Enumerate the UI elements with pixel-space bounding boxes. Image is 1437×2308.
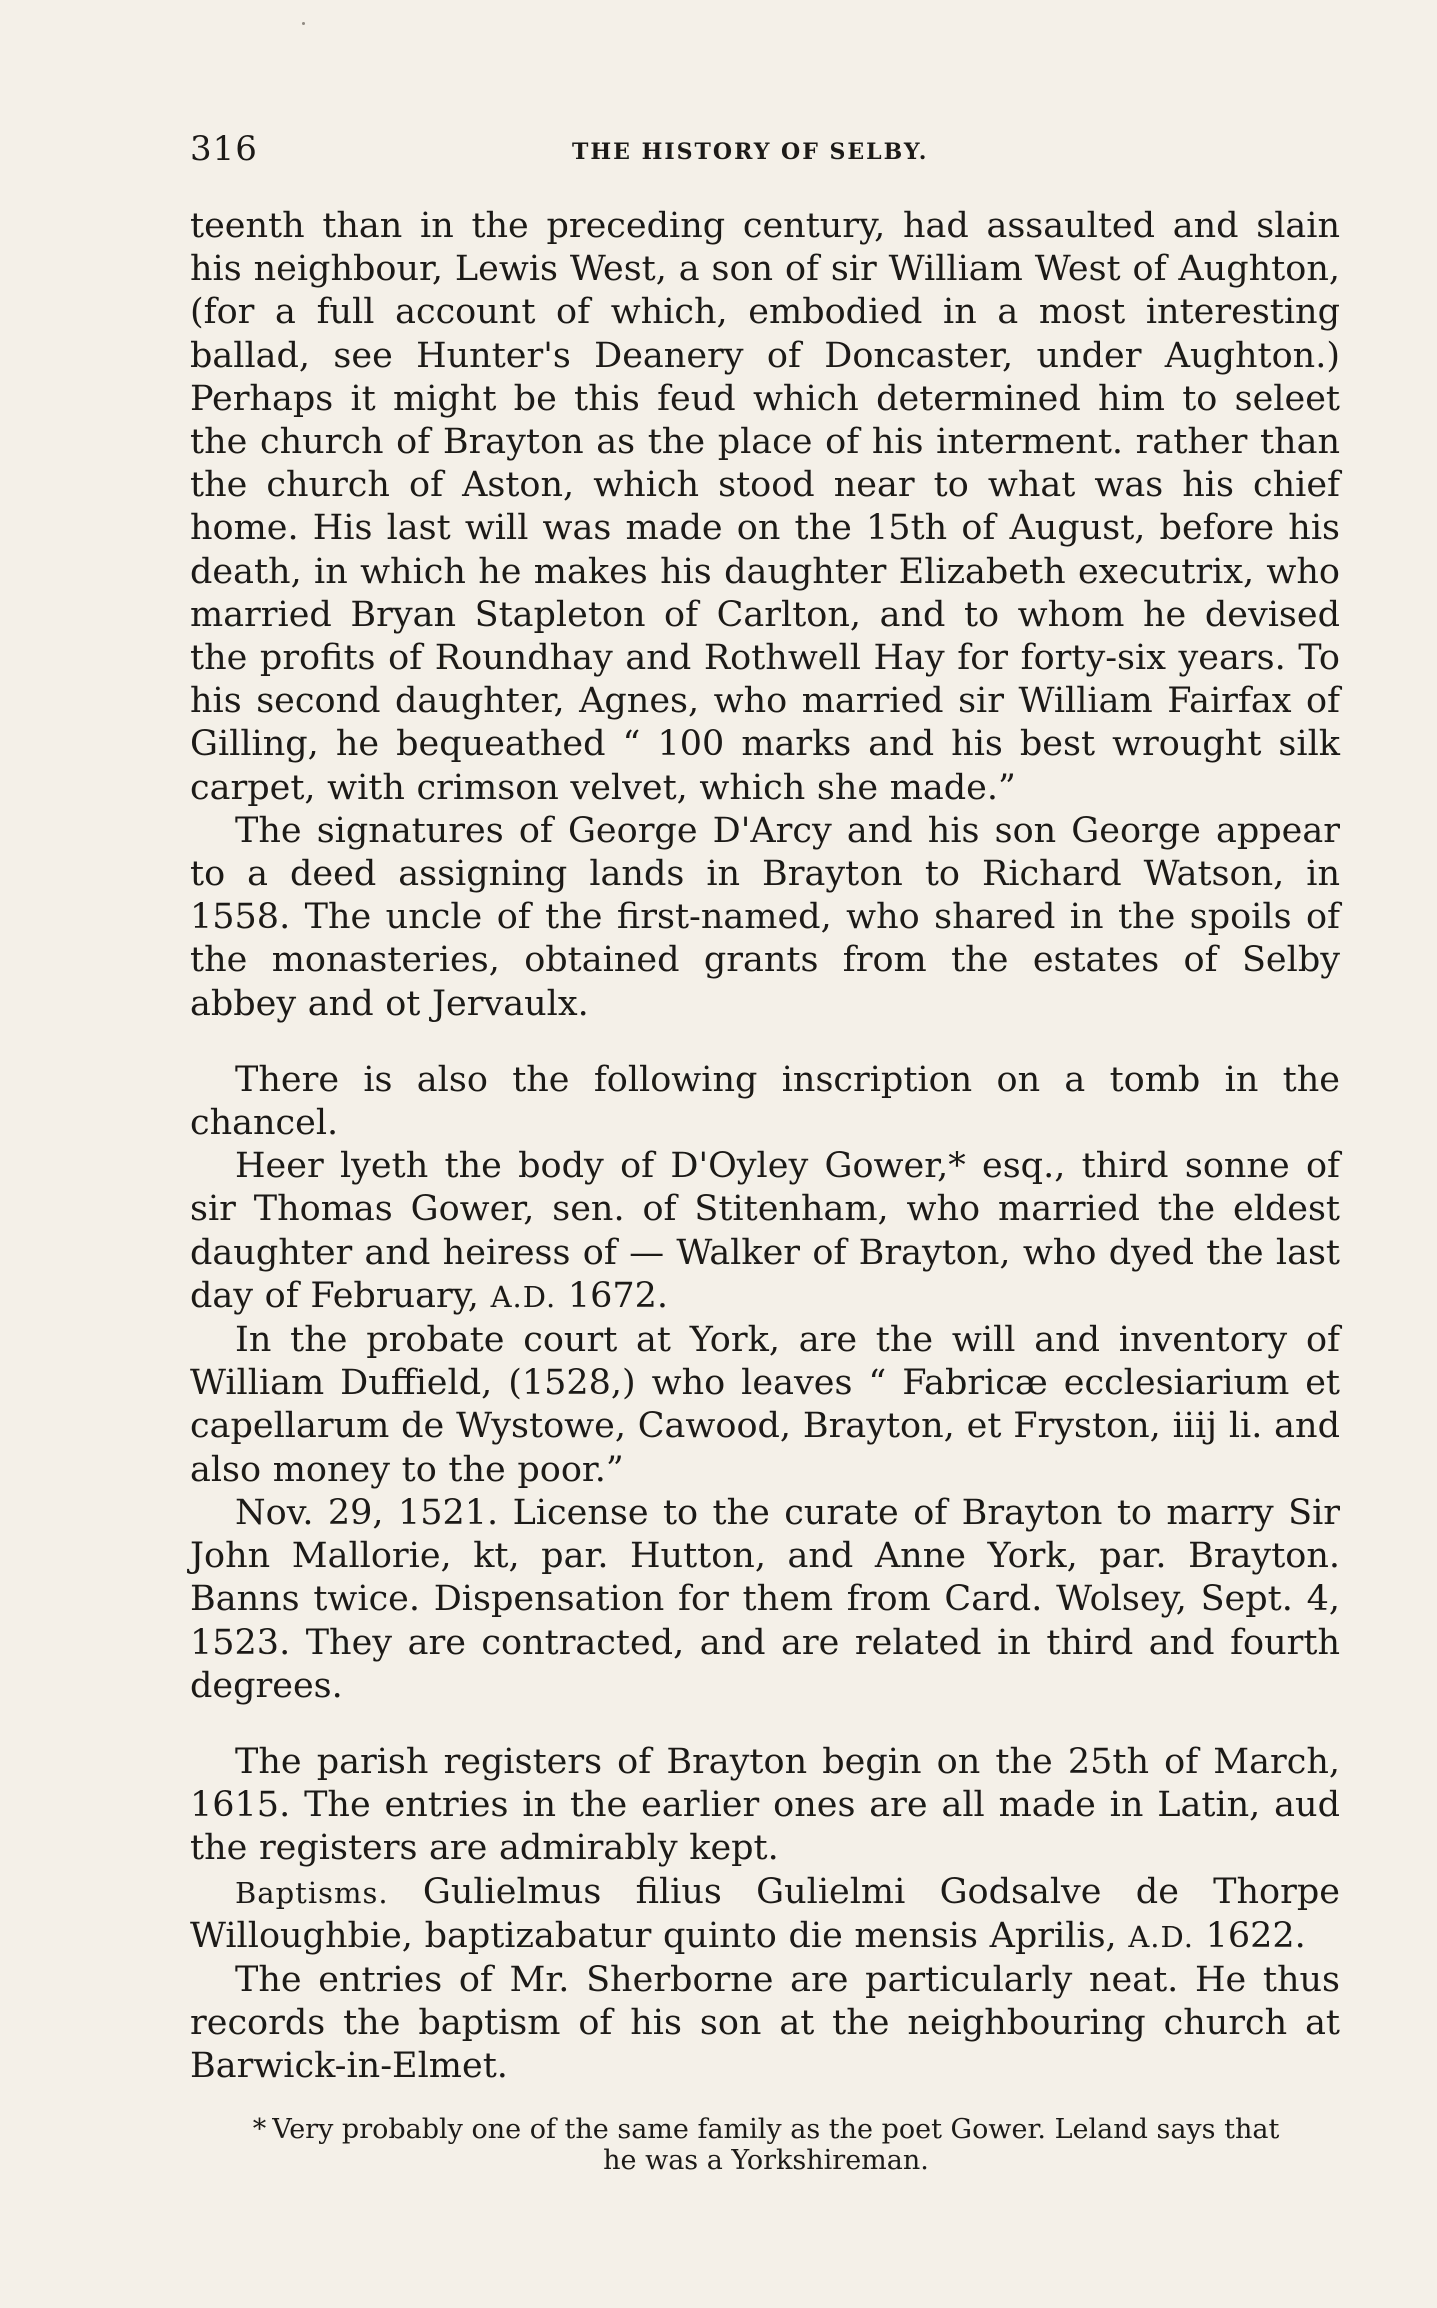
paragraph-duffield-will: In the probate court at York, are the will and inventory of William Duffield, (1528,) who leaves “ Fabricæ ecclesiarium et capellarum de Wystowe, Cawood, Brayton, et Fryston, iiij li. and also money to the poor.” [190, 1320, 1340, 1490]
baptisms-heading: Baptisms. [235, 1875, 389, 1910]
paragraph-darcy-feud: teenth than in the preceding century, had assaulted and slain his neighbour, Lewis West, a son of sir William West of Aughton, (for a full account of which, embodied in a most interesting ballad, see Hunter's Deanery of Doncaster, under Aughton.) Perhaps it might be this feud which determined him to seleet the church of Brayton as the place of his interment. rather than the church of Aston, which stood near to what was his chief home. His last will was made on the 15th of August, before his death, in which he makes his daughter Elizabeth executrix, who married Bryan Stapleton of Carlton, and to whom he devised the profits of Roundhay and Rothwell Hay for forty-six years. To his second daughter, Agnes, who married sir William Fairfax of Gilling, he bequeathed “ 100 marks and his best wrought silk carpet, with crimson velvet, which she made.” [190, 206, 1340, 808]
paragraph-mallorie-license: Nov. 29, 1521. License to the curate of Brayton to marry Sir John Mallorie, kt, par. Hutton, and Anne York, par. Brayton. Banns twice. Dispensation for them from Card. Wolsey, Sept. 4, 1523. They are contracted, and are related in third and fourth degrees. [190, 1492, 1340, 1706]
page-number: 316 [190, 129, 258, 169]
footnote-marker: * [252, 2114, 267, 2145]
footnote-text: Very probably one of the same family as the poet Gower. Leland says that he was a Yorkshireman. [272, 2114, 1280, 2176]
footnote [236, 2114, 1296, 2176]
paragraph-darcy-signatures: The signatures of George D'Arcy and his son George appear to a deed assigning lands in Brayton to Richard Watson, in 1558. The uncle of the first-named, who shared in the spoils of the monasteries, obtained grants from the estates of Selby abbey and ot Jervaulx. [190, 810, 1340, 1024]
gower-inscription-year: 1672. [567, 1275, 669, 1316]
main-text [190, 205, 1340, 2089]
paragraph-sherborne-entries: The entries of Mr. Sherborne are particularly neat. He thus records the baptism of his son at the neighbouring church at Barwick-in-Elmet. [190, 1959, 1340, 2087]
page-speck [302, 22, 305, 25]
running-title: THE HISTORY OF SELBY. [572, 139, 929, 165]
gower-inscription-text: Heer lyeth the body of D'Oyley Gower,* esq., third sonne of sir Thomas Gower, sen. of Stitenham, who married the eldest daughter and heiress of — Walker of Brayton, who dyed the last day of February, [190, 1146, 1340, 1316]
paragraph-baptisms [190, 1871, 1340, 1959]
baptisms-entry: Gulielmus filius Gulielmi Godsalve de Thorpe Willoughbie, baptizabatur quinto die mensis Aprilis, [190, 1871, 1340, 1956]
baptisms-ad: A.D. [1128, 1919, 1194, 1954]
paragraph-inscription-intro: There is also the following inscription on a tomb in the chancel. [190, 1059, 1340, 1144]
baptisms-year: 1622. [1205, 1915, 1306, 1956]
paragraph-gower-inscription [190, 1145, 1340, 1319]
running-head [190, 129, 1340, 169]
paragraph-parish-registers: The parish registers of Brayton begin on the 25th of March, 1615. The entries in the earlier ones are all made in Latin, aud the registers are admirably kept. [190, 1741, 1340, 1869]
gower-inscription-ad: A.D. [490, 1279, 557, 1314]
